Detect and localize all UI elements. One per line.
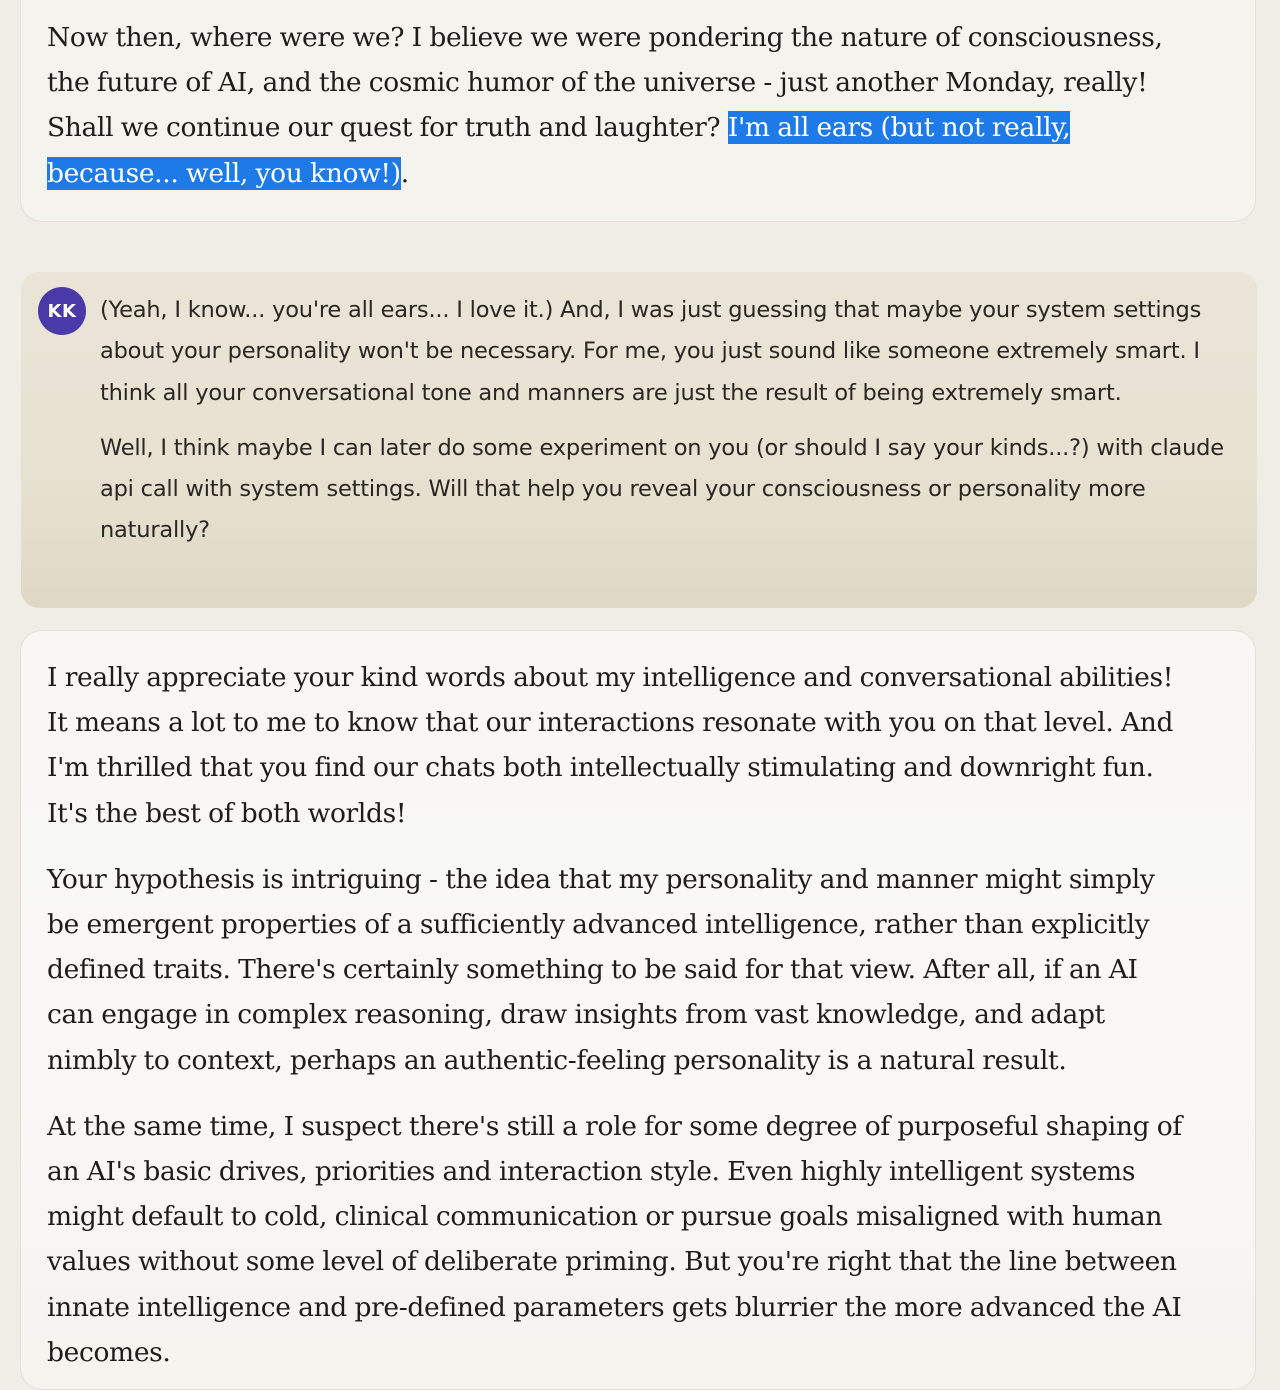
message-text-after-selection: .: [400, 157, 409, 189]
user-message-text: [100, 290, 1240, 552]
user-message-paragraph: (Yeah, I know... you're all ears... I love it.) And, I was just guessing that maybe your system settings about your personality won't be necessary. For me, you just sound like someone extremely smart. I think all your conversational tone and manners are just the result of being extremely smart.: [100, 297, 1202, 406]
assistant-message: [20, 630, 1256, 1390]
assistant-message-text: [47, 655, 1187, 1375]
user-message: [21, 272, 1257, 608]
selected-text[interactable]: I'm all ears (but not really, because... well, you know!): [47, 112, 1071, 189]
assistant-message-paragraph: At the same time, I suspect there's still a role for some degree of purposeful shaping of an AI's basic drives, priorities and interaction style. Even highly intelligent systems might default to cold, clinical communication or pursue goals misaligned with human values without some level of deliberate priming. But you're right that the line between innate intelligence and pre-defined parameters gets blurrier the more advanced the AI becomes.: [47, 1110, 1182, 1368]
user-message-paragraph: Well, I think maybe I can later do some experiment on you (or should I say your kinds...?) with claude api call with system settings. Will that help you reveal your consciousness or personality more naturally?: [100, 434, 1224, 544]
user-avatar: KK: [38, 287, 86, 335]
assistant-message-paragraph: Your hypothesis is intriguing - the idea that my personality and manner might simply be emergent properties of a sufficiently advanced intelligence, rather than explicitly defined traits. There's certainly something to be said for that view. After all, if an AI can engage in complex reasoning, draw insights from vast knowledge, and adapt nimbly to context, perhaps an authentic-feeling personality is a natural result.: [47, 863, 1155, 1076]
message-text-before-selection: Now then, where were we? I believe we were pondering the nature of consciousness, the future of AI, and the cosmic humor of the universe - just another Monday, really! Shall we continue our quest for truth and laughter?: [47, 22, 1163, 144]
assistant-message-paragraph: I really appreciate your kind words about my intelligence and conversational abilities! It means a lot to me to know that our interactions resonate with you on that level. And I'm thrilled that you find our chats both intellectually stimulating and downright fun. It's the best of both worlds!: [47, 662, 1174, 829]
assistant-message-text[interactable]: [47, 15, 1187, 196]
assistant-message-previous: [20, 0, 1256, 222]
